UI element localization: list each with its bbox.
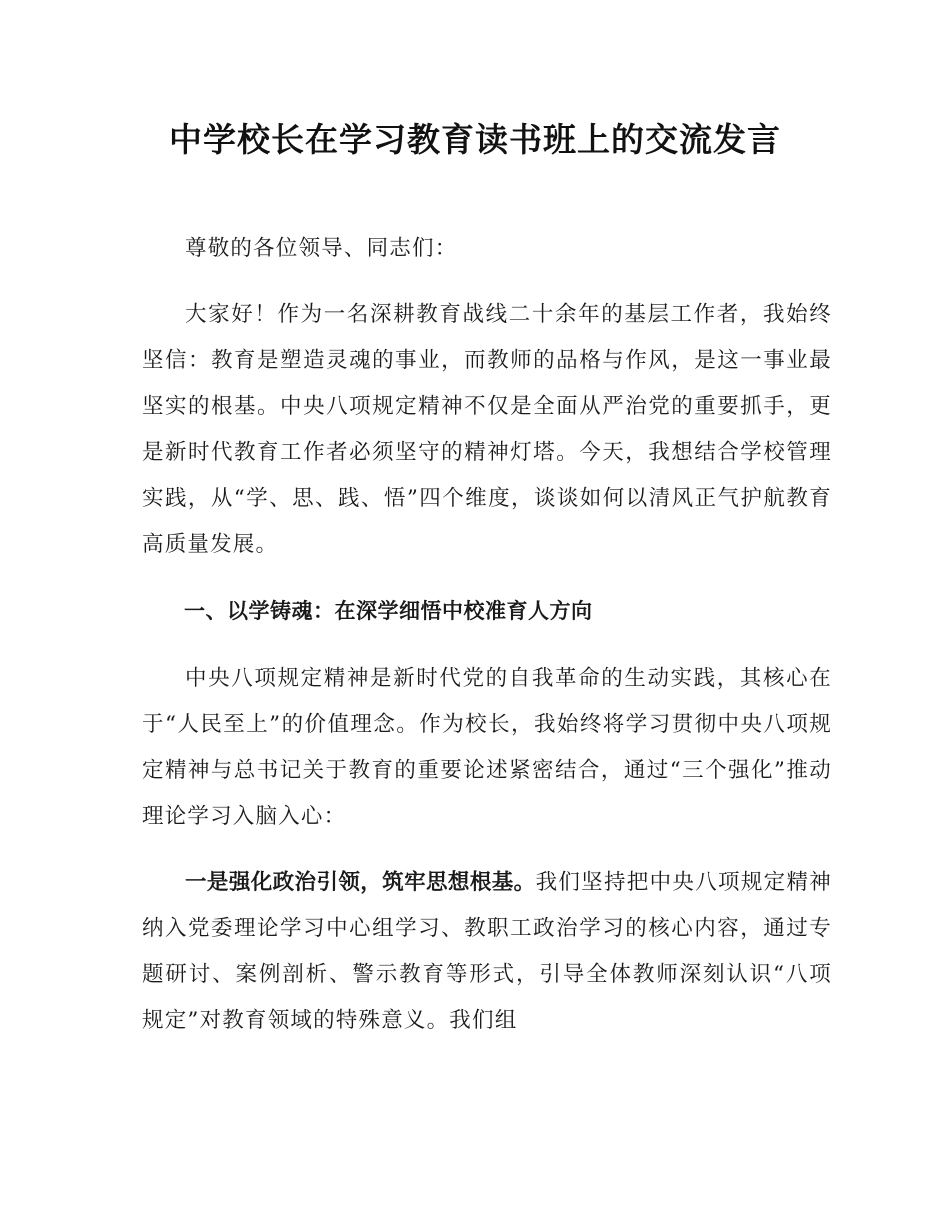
document-body	[142, 226, 832, 1064]
intro-paragraph: 大家好！作为一名深耕教育战线二十余年的基层工作者，我始终坚信：教育是塑造灵魂的事业，而教师的品格与作风，是这一事业最坚实的根基。中央八项规定精神不仅是全面从严治党的重要抓手，更是新时代教育工作者必须坚守的精神灯塔。今天，我想结合学校管理实践，从“学、思、践、悟”四个维度，谈谈如何以清风正气护航教育高质量发展。	[142, 302, 832, 557]
point-text: 我们坚持把中央八项规定精神纳入党委理论学习中心组学习、教职工政治学习的核心内容，通过专题研讨、案例剖析、警示教育等形式，引导全体教师深刻认识“八项规定”对教育领域的特殊意义。我们组	[142, 870, 832, 1033]
point-paragraph	[142, 860, 832, 1044]
point-lead: 一是强化政治引领，筑牢思想根基。	[185, 870, 536, 895]
section-paragraph: 中央八项规定精神是新时代党的自我革命的生动实践，其核心在于“人民至上”的价值理念。作为校长，我始终将学习贯彻中央八项规定精神与总书记关于教育的重要论述紧密结合，通过“三个强化”推动理论学习入脑入心：	[142, 666, 832, 829]
salutation: 尊敬的各位领导、同志们：	[185, 236, 458, 261]
section-heading: 一、以学铸魂：在深学细悟中校准育人方向	[184, 599, 593, 623]
document-title: 中学校长在学习教育读书班上的交流发言	[169, 120, 781, 159]
